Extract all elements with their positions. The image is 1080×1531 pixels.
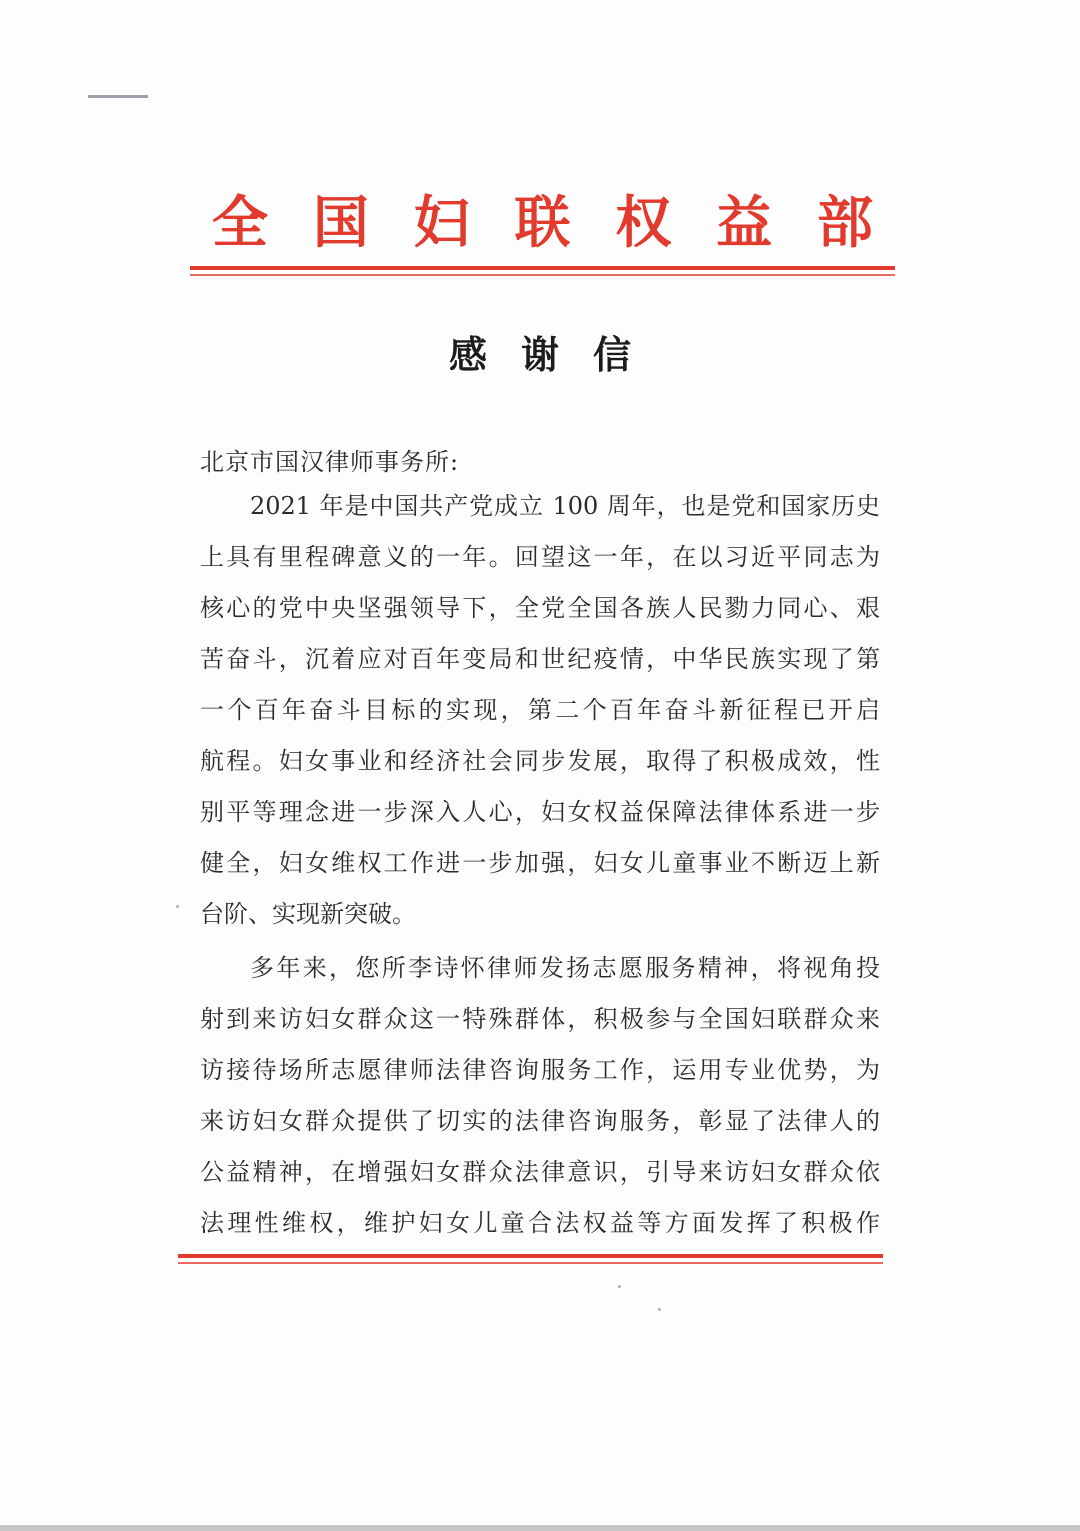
footer-divider	[178, 1254, 883, 1264]
divider-thin-line	[178, 1262, 883, 1264]
letterhead-char: 全	[212, 190, 268, 256]
corner-mark	[88, 95, 148, 98]
scan-speck	[618, 1285, 621, 1288]
page-edge-shadow	[0, 1525, 1080, 1531]
scan-speck	[658, 1308, 661, 1311]
body-line: 核心的党中央坚强领导下，全党全国各族人民勠力同心、艰	[200, 594, 880, 622]
letterhead-char: 益	[716, 190, 773, 256]
body-line: 公益精神，在增强妇女群众法律意识，引导来访妇女群众依	[200, 1158, 880, 1186]
divider-thick-line	[178, 1254, 883, 1258]
body-line: 2021 年是中国共产党成立 100 周年，也是党和国家历史	[250, 492, 880, 520]
document-title: 感谢信	[448, 332, 665, 377]
body-line: 一个百年奋斗目标的实现，第二个百年奋斗新征程已开启	[200, 696, 880, 724]
divider-thin-line	[190, 274, 895, 276]
divider-thick-line	[190, 266, 895, 270]
body-line: 多年来，您所李诗怀律师发扬志愿服务精神，将视角投	[250, 954, 880, 982]
body-line: 台阶、实现新突破。	[200, 900, 416, 928]
letterhead-char: 妇	[413, 190, 470, 256]
letterhead-char: 部	[816, 190, 873, 256]
body-line: 法理性维权，维护妇女儿童合法权益等方面发挥了积极作	[200, 1209, 880, 1237]
body-line: 航程。妇女事业和经济社会同步发展，取得了积极成效，性	[200, 747, 880, 775]
letterhead-divider	[190, 266, 895, 276]
scan-speck	[176, 905, 179, 908]
letterhead	[190, 188, 895, 258]
body-line: 上具有里程碑意义的一年。回望这一年，在以习近平同志为	[200, 543, 880, 571]
body-line: 访接待场所志愿律师法律咨询服务工作，运用专业优势，为	[200, 1056, 880, 1084]
body-line: 别平等理念进一步深入人心，妇女权益保障法律体系进一步	[200, 798, 880, 826]
letterhead-char: 国	[312, 190, 369, 256]
body-line: 健全，妇女维权工作进一步加强，妇女儿童事业不断迈上新	[200, 849, 880, 877]
salutation: 北京市国汉律师事务所:	[200, 448, 460, 476]
body-line: 射到来访妇女群众这一特殊群体，积极参与全国妇联群众来	[200, 1005, 880, 1033]
body-line: 苦奋斗，沉着应对百年变局和世纪疫情，中华民族实现了第	[200, 645, 880, 673]
letterhead-char: 联	[514, 190, 571, 256]
letterhead-char: 权	[615, 190, 672, 256]
body-line: 来访妇女群众提供了切实的法律咨询服务，彰显了法律人的	[200, 1107, 880, 1135]
